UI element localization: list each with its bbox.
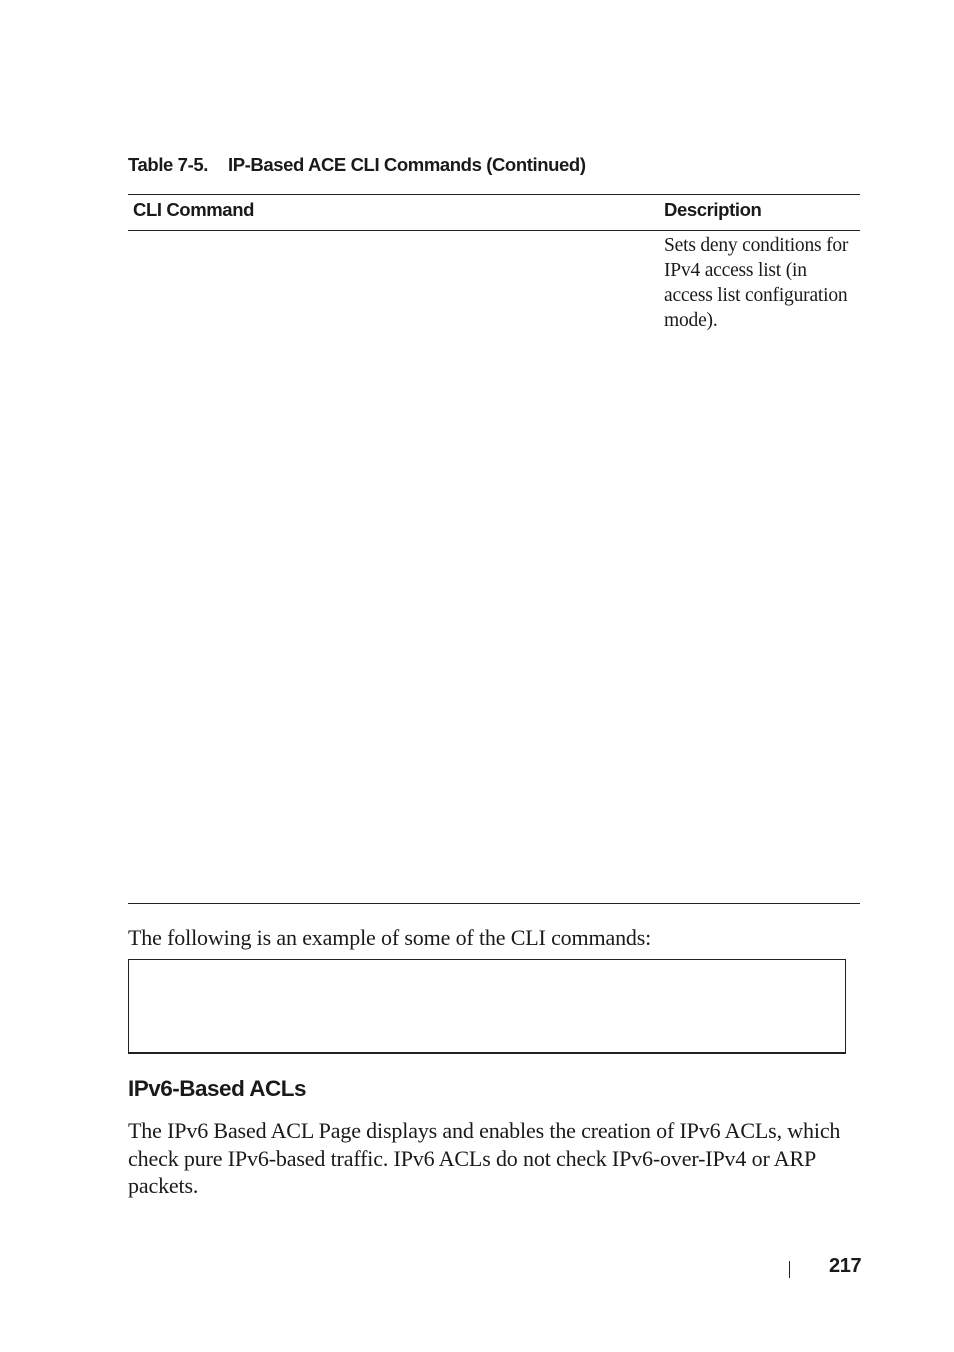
page-number-divider [789,1261,790,1278]
table-cell-command [133,236,653,336]
page-number: 217 [829,1255,862,1277]
table-caption-title: IP-Based ACE CLI Commands (Continued) [227,154,586,175]
table-caption [128,154,586,176]
table-cell-description: Sets deny conditions for IPv4 access list (in access list configuration mode). [664,235,849,331]
table-caption-number: Table 7-5. [128,154,208,175]
table-top-rule [128,194,860,195]
section-paragraph: The IPv6 Based ACL Page displays and enables the creation of IPv6 ACLs, which check pure IPv6-based traffic. IPv6 ACLs do not check IPv6-over-IPv4 or ARP packets. [128,1118,841,1198]
section-heading: IPv6-Based ACLs [128,1076,306,1101]
intro-text: The following is an example of some of the CLI commands: [128,925,652,950]
code-example-box [128,959,846,1054]
table-header-rule [128,230,860,231]
table-bottom-rule [128,903,860,904]
column-header-cli-command: CLI Command [133,199,254,220]
column-header-description: Description [664,199,762,220]
